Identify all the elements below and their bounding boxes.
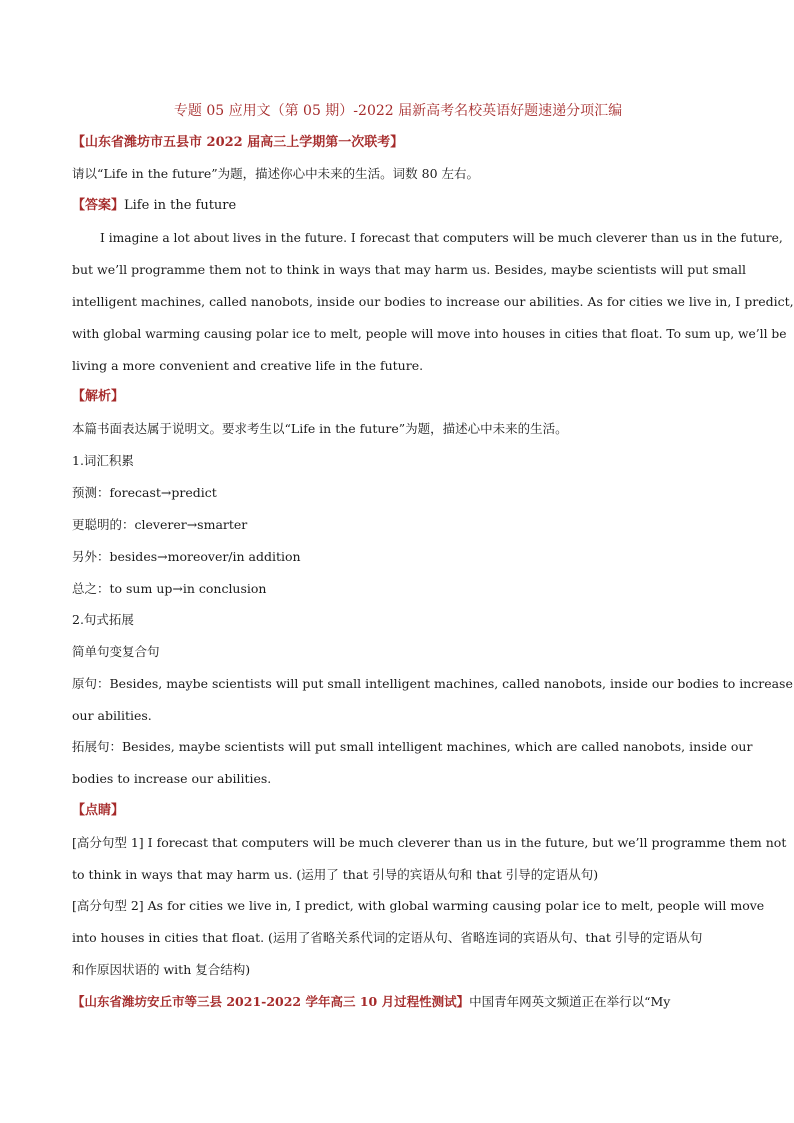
analysis-heading: 【解析】 <box>72 389 125 404</box>
source-2-text: 中国青年网英文频道正在举行以“My <box>469 994 671 1009</box>
highlight-line: 和作原因状语的 with 复合结构) <box>72 962 251 977</box>
analysis-intro: 本篇书面表达属于说明文。要求考生以“Life in the future”为题，描述心中未来的生活。 <box>72 421 568 436</box>
essay-line: I imagine a lot about lives in the future. I forecast that computers will be much cleverer than us in the future, <box>100 231 783 245</box>
source-heading-2 <box>72 993 670 1011</box>
answer-label: 【答案】 <box>72 198 125 213</box>
writing-prompt: 请以“Life in the future”为题，描述你心中未来的生活。词数 80 左右。 <box>72 166 480 181</box>
vocab-item: 预测：forecast→predict <box>72 485 217 500</box>
answer-title: Life in the future <box>124 198 237 213</box>
answer-heading <box>72 197 236 215</box>
essay-line: intelligent machines, called nanobots, inside our bodies to increase our abilities. As for cities we live in, I predict, <box>72 294 794 309</box>
vocab-item: 总之：to sum up→in conclusion <box>72 581 267 596</box>
vocab-item: 更聪明的：cleverer→smarter <box>72 517 248 532</box>
essay-line: but we’ll programme them not to think in ways that may harm us. Besides, maybe scientists will put small <box>72 262 746 277</box>
essay-line: with global warming causing polar ice to melt, people will move into houses in cities that float. To sum up, we’ll be <box>72 327 787 341</box>
original-sentence-line: our abilities. <box>72 708 152 723</box>
highlight-line: to think in ways that may harm us. (运用了 that 引导的宾语从句和 that 引导的定语从句) <box>72 867 599 882</box>
source-heading-1: 【山东省潍坊市五县市 2022 届高三上学期第一次联考】 <box>72 135 404 150</box>
highlight-line: [高分句型 2] As for cities we live in, I predict, with global warming causing polar ice to melt, people will move <box>72 898 765 913</box>
essay-line: living a more convenient and creative life in the future. <box>72 358 424 373</box>
expanded-sentence-line: bodies to increase our abilities. <box>72 771 272 786</box>
expanded-sentence-line: 拓展句：Besides, maybe scientists will put small intelligent machines, which are called nanobots, inside our <box>72 739 753 754</box>
sentence-subheading: 简单句变复合句 <box>72 644 160 659</box>
highlight-heading: 【点睛】 <box>72 803 125 818</box>
vocab-item: 另外：besides→moreover/in addition <box>72 549 301 564</box>
vocab-heading: 1.词汇积累 <box>72 453 134 468</box>
highlight-line: into houses in cities that float. (运用了省略关系代词的定语从句、省略连词的宾语从句、that 引导的定语从句 <box>72 930 703 945</box>
source-2-label: 【山东省潍坊安丘市等三县 2021-2022 学年高三 10 月过程性测试】 <box>72 994 470 1009</box>
sentence-heading: 2.句式拓展 <box>72 612 134 627</box>
original-sentence-line: 原句：Besides, maybe scientists will put small intelligent machines, called nanobots, inside our bodies to increase <box>72 676 793 691</box>
document-title: 专题 05 应用文（第 05 期）-2022 届新高考名校英语好题速递分项汇编 <box>173 103 623 119</box>
highlight-line: [高分句型 1] I forecast that computers will be much cleverer than us in the future, but we’ll programme them not <box>72 835 787 850</box>
